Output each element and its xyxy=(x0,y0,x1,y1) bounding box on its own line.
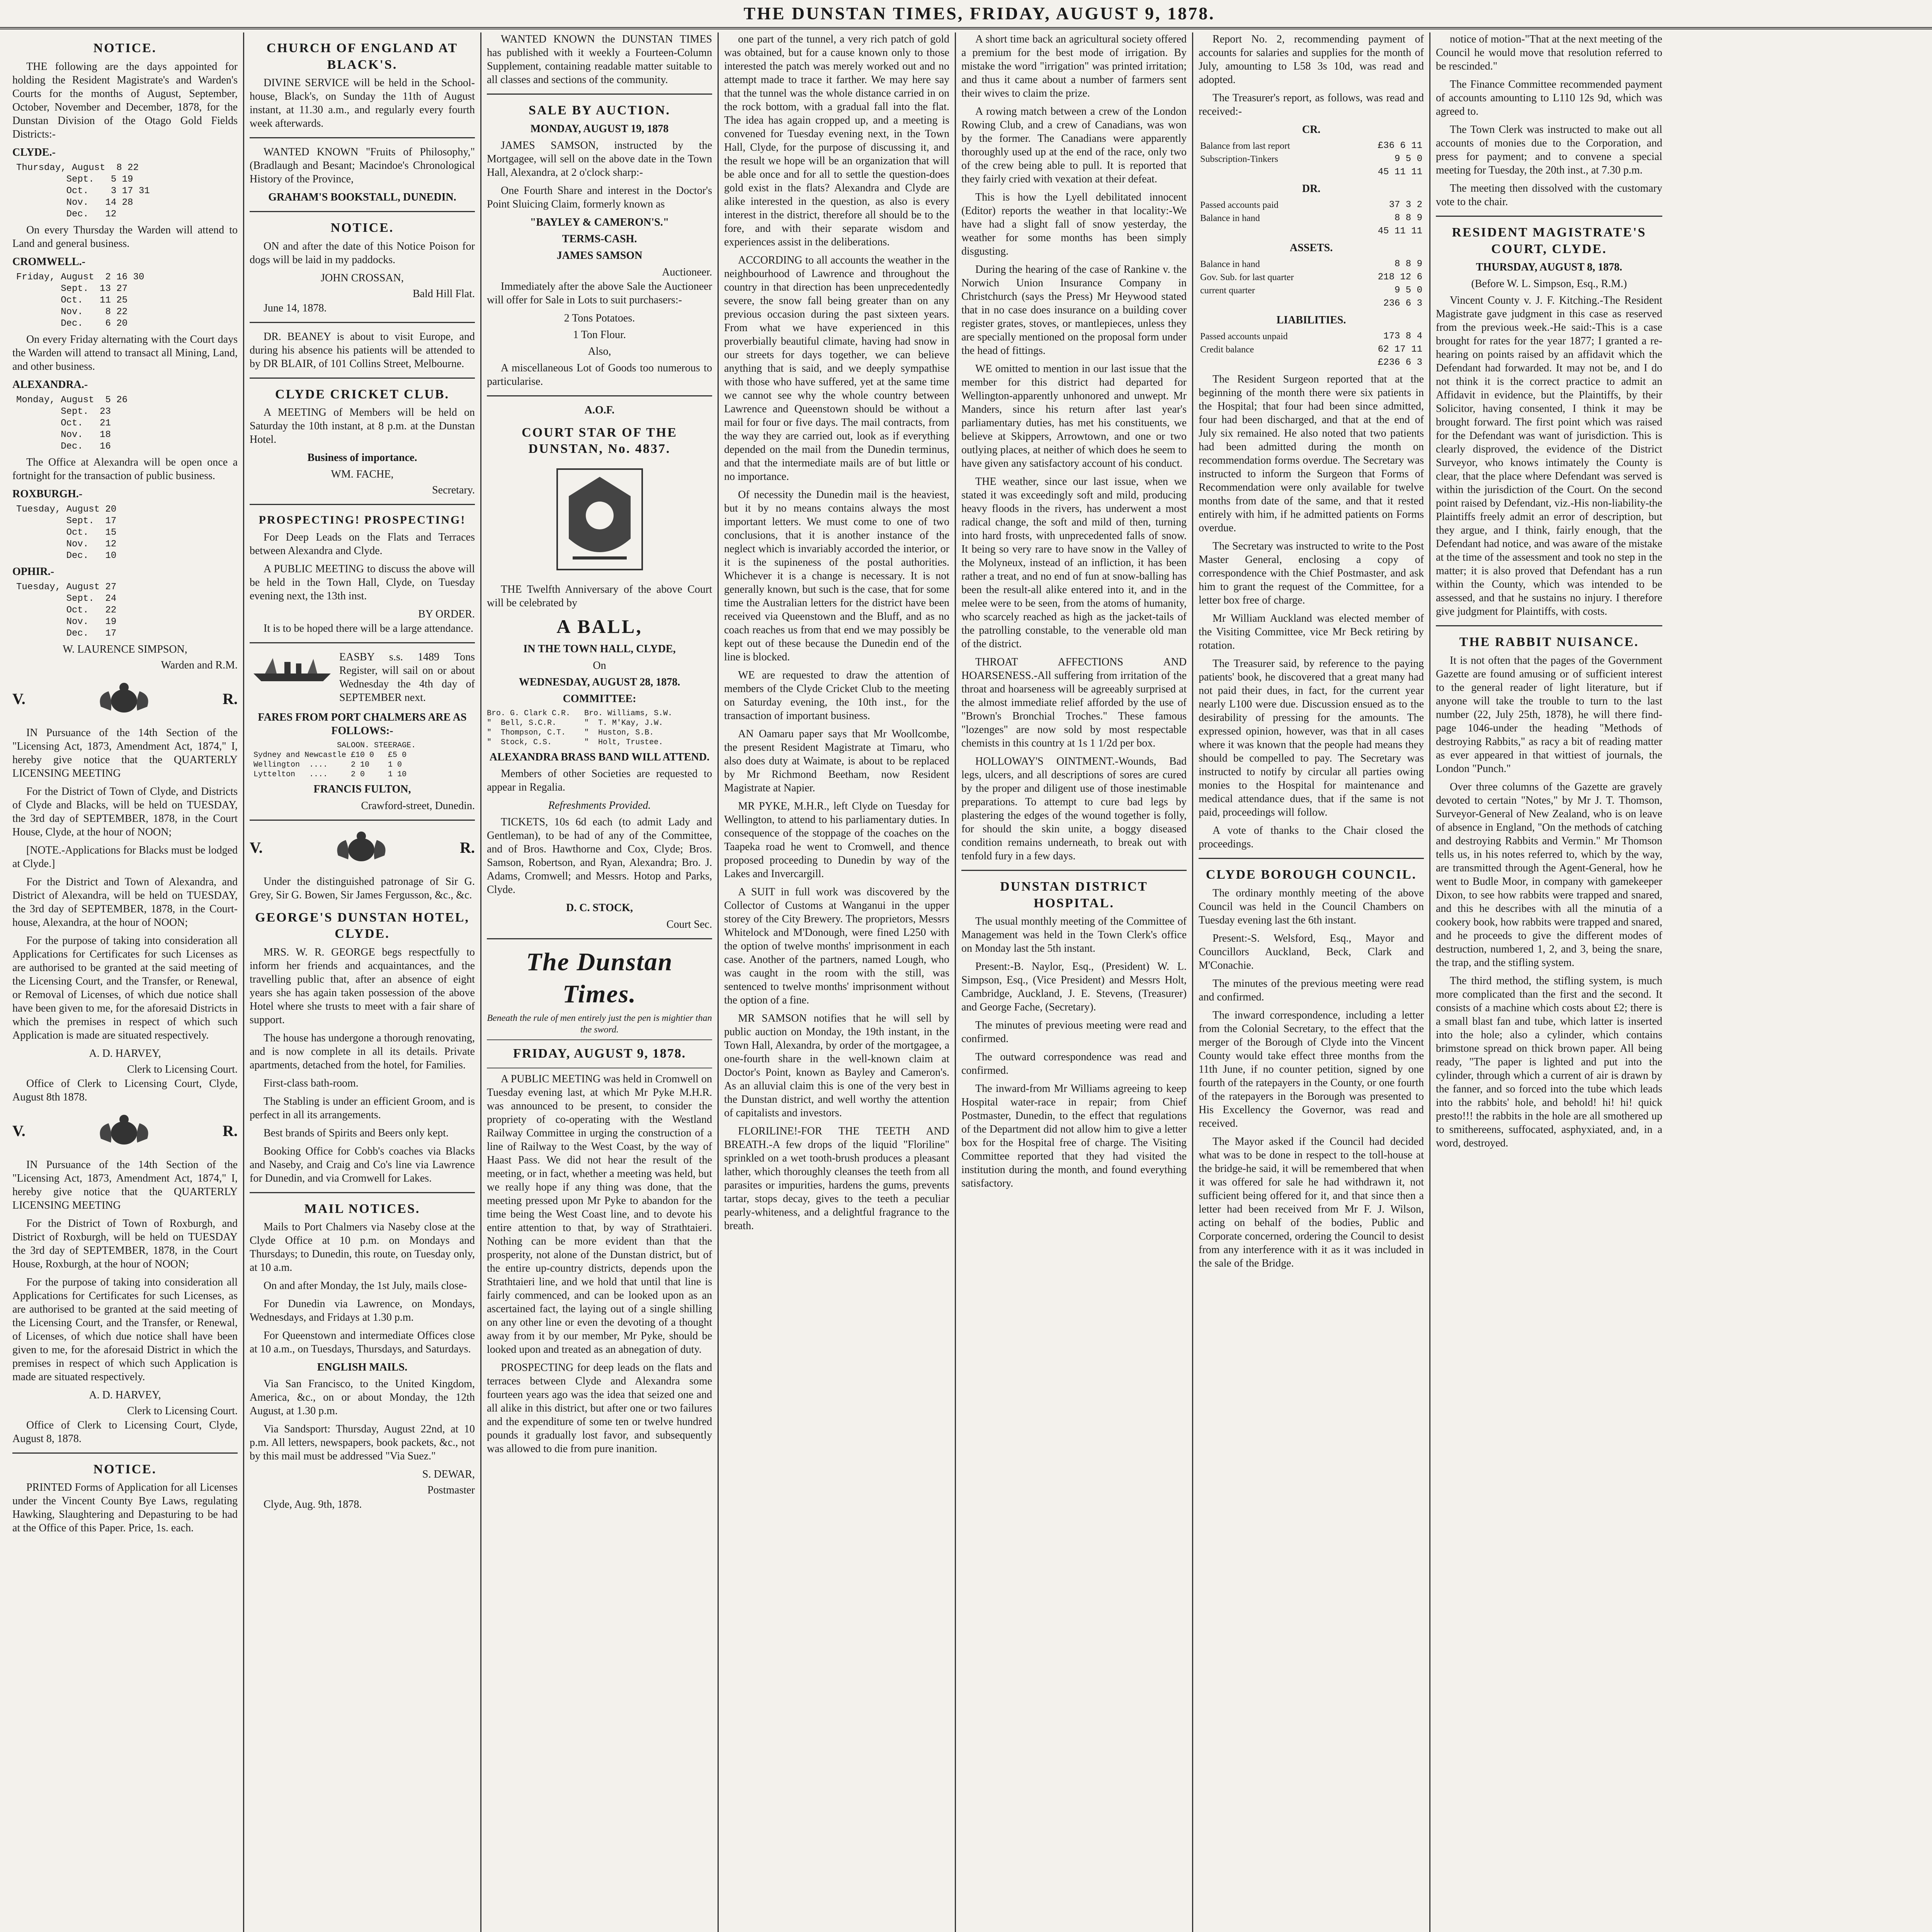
divider xyxy=(12,1452,238,1454)
notice-intro: THE following are the days appointed for holding the Resident Magistrate's and Warden's Courts for the months of August, September, October, November and December, 1878, for the Dunstan Division of the Otago Gold Fields Districts:- xyxy=(12,60,238,140)
cromwell-schedule: Friday, August 2 16 30 Sept. 13 27 Oct. 11 25 Nov. 8 22 Dec. 6 20 xyxy=(16,272,145,329)
debit-table xyxy=(1199,199,1424,238)
sale-also: Also, xyxy=(588,345,611,357)
rm-court-judgment: Vincent County v. J. F. Kitching.-The Resident Magistrate gave judgment in this case as reserved from the previous week.-He said:-This is a case brought for rates for the year 1877; I granted a re-hearing on points raised by an affidavit which the Defendant had forwarded. It may not be, and I do not think it is the correct practice to admit an Affidavit in evidence, but the Plaintiffs, by their Solicitor, having consented, I think it may be brought forward. The first point which was raised for the Defendant was want of jurisdiction. This is clearly disproved, the evidence of the District Surveyor, who knows intimately the County is clear, that the place where Defendant was served is within the jurisdiction of the Court. On the second point raised by Defendant, viz.-His non-liability-the Plaintiffs freely admit an error of description, but they argue, and I think, fairly enough, that the Defendant had notice, and was aware of the mistake at the time of the assessment and took no step in the matter; it is also proved that Defendant has a run within the County, which was intended to be assessed, and that he sustains no injury. I therefore give judgment for Plaintiffs, with costs. xyxy=(1436,294,1662,617)
column-1 xyxy=(7,32,244,1932)
borough-council-heading: CLYDE BOROUGH COUNCIL. xyxy=(1206,867,1417,882)
table-row: 236 6 3 xyxy=(1383,298,1422,309)
dewar-signature: S. DEWAR, xyxy=(422,1468,475,1480)
samson-title: Auctioneer. xyxy=(662,266,712,278)
committee-list: Bro. G. Clark C.R. Bro. Williams, S.W. " Bell, S.C.R. " T. M'Kay, J.W. " Thompson, C.T. " Huston, S.B. " Stock, C.S. " Holt, Trustee. xyxy=(487,709,673,747)
table-row: Balance in hand 8 8 9 xyxy=(1200,259,1422,269)
sale-terms: TERMS-CASH. xyxy=(562,233,637,245)
cricket-meeting: A MEETING of Members will be held on Saturday the 10th instant, at 8 p.m. at the Dunstan Hotel. xyxy=(250,406,475,446)
article-cricket: WE are requested to draw the attention of members of the Clyde Cricket Club to the meeting on Saturday evening, the 10th inst., for the transaction of important business. xyxy=(724,669,949,722)
royal-arms-icon xyxy=(323,828,400,867)
table-row: Balance from last report £36 6 11 xyxy=(1200,141,1422,151)
table-row: Balance in hand 8 8 9 xyxy=(1200,213,1422,223)
wanted-known-books: WANTED KNOWN "Fruits of Philosophy," (Bradlaugh and Besant; Macindoe's Chronological History of the Province, xyxy=(250,146,475,185)
liabilities-heading: LIABILITIES. xyxy=(1276,314,1346,326)
rm-court-heading: RESIDENT MAGISTRATE'S COURT, CLYDE. xyxy=(1452,225,1646,256)
council-present: Present:-S. Welsford, Esq., Mayor and Councillors Auckland, Beck, Clark and M'Conachie. xyxy=(1199,932,1424,971)
hotel-spirits: Best brands of Spirits and Beers only kept. xyxy=(264,1127,449,1139)
vote-of-thanks: A vote of thanks to the Chair closed the proceedings. xyxy=(1199,825,1424,850)
article-holloway: HOLLOWAY'S OINTMENT.-Wounds, Bad legs, ulcers, and all descriptions of sores are cured by the proper and diligent use of those inestimable preparations. To attempt to cure bad legs by plastering the edges of the wound together is folly, for should the skin unite, a boggy diseased condition remains underneath, to break out with tenfold fury in a few days. xyxy=(961,755,1187,862)
divider xyxy=(250,1192,475,1193)
roxburgh-schedule: Tuesday, August 20 Sept. 17 Oct. 15 Nov. 12 Dec. 10 xyxy=(16,504,117,561)
fares-heading: FARES FROM PORT CHALMERS ARE AS FOLLOWS:- xyxy=(258,711,467,737)
sale-potatoes: 2 Tons Potatoes. xyxy=(564,312,635,324)
licensing-roxburgh-detail: For the District of Town of Roxburgh, and District of Roxburgh, will be held on TUESDAY the 3rd day of SEPTEMBER, 1878, in the Court House, Roxburgh, at the hour of NOON; xyxy=(12,1217,238,1270)
article-insurance: During the hearing of the case of Rankine v. the Norwich Union Insurance Company in Christchurch (says the Press) Mr Heywood stated that in no case does insurance on a building cover register grates, stoves, or mantlepieces, unless they are specially mentioned on the proposal form under the head of fittings. xyxy=(961,264,1187,357)
article-rowing: A rowing match between a crew of the London Rowing Club, and a crew of Canadians, was won by the former. The Canadians were apparently thoroughly used up at the end of the race, only two of the crew being able to pull. It is reported that they fairly cried with vexation at their defeat. xyxy=(961,105,1187,185)
samson-signature: JAMES SAMSON xyxy=(556,249,643,262)
refreshments: Refreshments Provided. xyxy=(548,799,651,811)
dunstan-hotel-heading: GEORGE'S DUNSTAN HOTEL, CLYDE. xyxy=(255,910,469,941)
credit-heading: CR. xyxy=(1302,124,1321,136)
sale-claim-name: "BAYLEY & CAMERON'S." xyxy=(530,216,669,228)
ball-intro: THE Twelfth Anniversary of the above Court will be celebrated by xyxy=(487,583,712,609)
table-row: Credit balance 62 17 11 xyxy=(1200,344,1422,355)
hotel-renovation: The house has undergone a thorough renovating, and is now complete in all its details. Private apartments, detached from the hotel, for Families. xyxy=(250,1032,475,1071)
article-weather-mail: ACCORDING to all accounts the weather in the neighbourhood of Lawrence and throughout the country in that direction has been unprecedentedly severe, the snow fall being greater than on any previous occasion during the past sixteen years. From what we have experienced in this proverbially beautiful climate, having had snow in our streets for days together, we can believe anything that is said, and we deeply sympathise with those who have suffered, yet at the same time we cannot see why the whole country between Lawrence and Queenstown should be without a mail for four or five days. The mail contracts, from the way they are carried out, look as if everything depended on the mail from the Dunedin terminus, and that the intermediate mails are of but little or no importance. xyxy=(724,254,949,483)
licensing-roxburgh-purpose: For the purpose of taking into consideration all Applications for Certificates for such Licenses, as are authorised to be granted at the said meeting of the Licensing Court, and the Transfer, or Renewal, of Licenses, of which due notice shall have been given to me, for the aforesaid District in which the premises in respect of which such Application is made are situated respectively. xyxy=(12,1276,238,1383)
regalia-note: Members of other Societies are requested to appear in Regalia. xyxy=(487,768,712,793)
column-2 xyxy=(244,32,481,1932)
hospital-present: Present:-B. Naylor, Esq., (President) W. L. Simpson, Esq., (Vice President) and Messrs Holt, Cambridge, Auckland, J. E. Stevens, (Treasurer) and George Fache, (Secretary). xyxy=(961,961,1187,1013)
english-mails-heading: ENGLISH MAILS. xyxy=(317,1361,408,1373)
hotel-stabling: The Stabling is under an efficient Groom, and is perfect in all its arrangements. xyxy=(250,1095,475,1121)
sale-flour: 1 Ton Flour. xyxy=(573,328,626,341)
foresters-crest xyxy=(487,461,712,577)
licensing-alexandra-detail: For the District and Town of Alexandra, and District of Alexandra, will be held on TUESDAY, the 3rd day of SEPTEMBER, 1878, in the Court-house, Alexandra, at the hour of NOON; xyxy=(12,876,238,929)
fulton-signature: FRANCIS FULTON, xyxy=(313,783,411,795)
editorial-railway: A PUBLIC MEETING was held in Cromwell on Tuesday evening last, at which Mr Pyke M.H.R. was announced to be present, to consider the propriety of co-operating with the Westland Railway Committee in urging the construction of a line of Railway to the West Coast, by the way of Haast Pass. We did not hear the result of the meeting, or in fact, whether a meeting was held, but we really hope if any thing was done, that the meeting pressed upon Mr Pyke to abandon for the time being the West Coast line, and to devote his entire attention to that, by way of Strathtaieri. Nothing can be more evident than that the prosperity, not alone of the Dunstan district, but of the entire up-country districts, depends upon the Strathtaieri line, and we hold that until that line is fairly commenced, and can be looked upon as an ascertained fact, the laying out of a single shilling on any other line or even the devoting of a thought away from it by our member, Mr Pyke, should be looked upon and treated as an abnegation of duty. xyxy=(487,1073,712,1355)
article-throat: THROAT AFFECTIONS AND HOARSENESS.-All suffering from irritation of the throat and hoarseness will be agreeably surprised at the almost immediate relief afforded by the use of "Brown's Bronchial Troches." These famous "lozenges" are now sold by most respectable chemists in this country at 1s 1 1/2d per box. xyxy=(961,656,1187,749)
council-minutes: The minutes of the previous meeting were read and confirmed. xyxy=(1199,977,1424,1003)
divider xyxy=(1436,216,1662,217)
hospital-inward: The inward-from Mr Williams agreeing to keep Hospital water-race in repair; from Chief Postmaster, Dunedin, to the effect that regulations of the Department did not allow him to give a letter box for the Hospital free of charge. The Visiting Committee reported that they had visited the institution during the month, and found everything satisfactory. xyxy=(961,1083,1187,1189)
divider xyxy=(487,395,712,396)
prospecting-by-order: BY ORDER. xyxy=(418,608,475,620)
hospital-heading: DUNSTAN DISTRICT HOSPITAL. xyxy=(1000,879,1148,910)
sale-misc: A miscellaneous Lot of Goods too numerous to particularise. xyxy=(487,362,712,388)
prospecting-heading: PROSPECTING! PROSPECTING! xyxy=(259,514,466,526)
notice-of-motion: notice of motion-"That at the next meeting of the Council he would move that resolution referred to be rescinded." xyxy=(1436,33,1662,72)
finance-committee: The Finance Committee recommended payment of accounts amounting to L110 12s 9d, which was agreed to. xyxy=(1436,78,1662,117)
sale-date: MONDAY, AUGUST 19, 1878 xyxy=(530,122,669,135)
divider xyxy=(1199,858,1424,859)
signature-simpson: W. LAURENCE SIMPSON, xyxy=(63,643,187,655)
mail-notice-3: For Dunedin via Lawrence, on Mondays, Wednesdays, and Fridays at 1.30 p.m. xyxy=(250,1298,475,1323)
prospecting-intro: For Deep Leads on the Flats and Terraces between Alexandra and Clyde. xyxy=(250,531,475,557)
rabbit-gazette: It is not often that the pages of the Government Gazette are found amusing or of sufficient interest to the general reader of light literature, but if anyone will take the trouble to turn to the last number (22, July 25th, 1878), he will there find-page 1046-under the heading "Methods of destroying Rabbits," as racy a bit of reading matter as ever appeared in that wittiest of journals, the London "Punch." xyxy=(1436,654,1662,775)
rm-court-before: (Before W. L. Simpson, Esq., R.M.) xyxy=(1471,278,1627,290)
mail-notice-4: For Queenstown and intermediate Offices close at 10 a.m., on Tuesdays, Thursdays, and Saturdays. xyxy=(250,1330,475,1355)
clyde-schedule: Thursday, August 8 22 Sept. 5 19 Oct. 3 17 31 Nov. 14 28 Dec. 12 xyxy=(16,162,150,219)
clyde-heading: CLYDE.- xyxy=(12,146,56,158)
mail-notices-heading: MAIL NOTICES. xyxy=(304,1201,420,1216)
article-weather: THE weather, since our last issue, when we stated it was exceedingly soft and mild, producing heavy floods in the rivers, has underwent a most radical change, the soft and mild of then, turning into hard frosts, with unprecedented falls of snow. It being so very rare to have snow in the Valley of the Molyneux, instead of an infliction, it has been rather a treat, and no end of fun at snow-balling has been the result-all alike entered into it, and in the melee were to be seen, from the atoms of humanity, who scarcely reached as high as the jacket-tails of the patrolling constable, to the venerable old man of the district. xyxy=(961,476,1187,650)
divider xyxy=(1436,625,1662,626)
treasurer-report: The Treasurer's report, as follows, was read and received:- xyxy=(1199,92,1424,117)
crossan-signature: JOHN CROSSAN, xyxy=(321,272,404,284)
clyde-note: On every Thursday the Warden will attend to Land and general business. xyxy=(12,224,238,250)
fulton-address: Crawford-street, Dunedin. xyxy=(361,799,475,812)
aof-label: A.O.F. xyxy=(584,404,615,416)
poison-notice-date: June 14, 1878. xyxy=(264,302,327,314)
table-row: Passed accounts unpaid 173 8 4 xyxy=(1200,331,1422,342)
hospital-outward: The outward correspondence was read and confirmed. xyxy=(961,1051,1187,1077)
surgeon-report: The Resident Surgeon reported that at the beginning of the month there were six patients in the Hospital; that four had been since admitted, four had been discharged, and that at the end of July six remained. He also noted that two patients had been admitted during the month on recommendation forms overdue. The Secretary was instructed to inform the Surgeon that Forms of Recommendation were only available for twelve months from date of the same, and that it rested entirely with him, if he admitted patients on Forms overdue. xyxy=(1199,373,1424,534)
fache-title: Secretary. xyxy=(432,484,475,496)
divider xyxy=(250,211,475,212)
alexandra-schedule: Monday, August 5 26 Sept. 23 Oct. 21 Nov. 18 Dec. 16 xyxy=(16,395,128,452)
rm-court-date: THURSDAY, AUGUST 8, 1878. xyxy=(1476,261,1622,273)
royal-arms-icon xyxy=(85,1112,163,1150)
court-heading: COURT STAR OF THE DUNSTAN, No. 4837. xyxy=(522,425,677,456)
liabilities-table xyxy=(1199,330,1424,369)
easby-advert xyxy=(250,650,475,704)
assets-table xyxy=(1199,258,1424,310)
fache-signature: WM. FACHE, xyxy=(331,468,394,480)
royal-arms-emblem-2: V. R. xyxy=(12,1112,238,1150)
mail-notice-1: Mails to Port Chalmers via Naseby close at the Clyde Office at 10 p.m. on Mondays and Thursdays; to Dunedin, this route, on Tuesday only, at 10 a.m. xyxy=(250,1221,475,1274)
signature-harvey-title-2: Clerk to Licensing Court. xyxy=(127,1405,238,1417)
paper-title: The Dunstan Times. xyxy=(526,948,673,1008)
sale-share: One Fourth Share and interest in the Doctor's Point Sluicing Claim, formerly known as xyxy=(487,184,712,210)
hotel-announcement: MRS. W. R. GEORGE begs respectfully to inform her friends and acquaintances, and the travelling public that, after an absence of eight years she has again taken possession of the above Hotel where she trusts to meet with a fair share of support. xyxy=(250,946,475,1026)
council-toll-house: The Mayor asked if the Council had decided what was to be done in respect to the toll-house at the bridge-he said, it will be remembered that when it was offered for sale he had withdrawn it, not sufficient being offered for it, and that since then a letter had been received from Mr F. J. Wilson, acting on behalf of the bodies, Public and Corporate concerned, ordering the Council to desist from any interference with it as it was included in the sale of the Bridge. xyxy=(1199,1135,1424,1269)
stock-signature: D. C. STOCK, xyxy=(566,902,633,914)
prospecting-hope: It is to be hoped there will be a large attendance. xyxy=(264,622,473,634)
table-row: Gov. Sub. for last quarter 218 12 6 xyxy=(1200,272,1422,282)
poison-notice: ON and after the date of this Notice Poison for dogs will be laid in my paddocks. xyxy=(250,240,475,266)
article-still: A SUIT in full work was discovered by the Collector of Customs at Wanganui in the upper storey of the City Brewery. The proprietors, Messrs Whitelock and M'Donough, were fined L250 with the option of twelve months' imprisonment in each case. Another of the partners, named Lough, who was caught in the room with the still, was sentenced to twelve months' imprisonment without the option of a fine. xyxy=(724,886,949,1006)
article-floriline: FLORILINE!-FOR THE TEETH AND BREATH.-A few drops of the liquid "Floriline" sprinkled on a wet tooth-brush produces a pleasant lather, which thoroughly cleanses the teeth from all parasites or impurities, hardens the gums, prevents tartar, stops decay, gives to the teeth a peculiar pearly-whiteness, and a delightful fragrance to the breath. xyxy=(724,1125,949,1232)
foresters-crest-icon xyxy=(549,461,650,577)
stock-title: Court Sec. xyxy=(666,918,712,930)
hotel-bathroom: First-class bath-room. xyxy=(264,1077,359,1089)
article-tunnel: one part of the tunnel, a very rich patch of gold was obtained, but for a cause known only to those interested the patch was merely worked out and no attempt made to trace it farther. We may here say that the tunnel was the whole distance carried in on the rock bottom, with a gradual fall into the flat. The idea has again cropped up, and a meeting is convened for Tuesday evening next, in the Town Hall, Clyde, for the purpose of discussing it, and the result we hope will be an organization that will be able once and for all to settle the question-does gold exist in the flats? Alexandra and Clyde are alike interested in the question, as also is every interest in the district, therefore all should be to the fore, and with their separate wisdom and experiences assist in the deliberations. xyxy=(724,33,949,248)
table-row: Passed accounts paid 37 3 2 xyxy=(1200,200,1422,210)
table-row: Subscription-Tinkers 9 5 0 xyxy=(1200,154,1422,164)
church-heading: CHURCH OF ENGLAND AT BLACK'S. xyxy=(266,41,458,72)
council-meeting: The ordinary monthly meeting of the above Council was held in the Council Chambers on Tuesday evening last the 6th instant. xyxy=(1199,887,1424,926)
divider xyxy=(961,870,1187,871)
article-pyke: MR PYKE, M.H.R., left Clyde on Tuesday for Wellington, to attend to his parliamentary duties. In consequence of the stoppage of the coaches on the Taapeka road he went to Cromwell, and thence proposed proceeding to Dunedin by way of the Lakes and Invercargill. xyxy=(724,800,949,880)
signature-harvey-2: A. D. HARVEY, xyxy=(89,1389,161,1401)
ophir-heading: OPHIR.- xyxy=(12,565,54,578)
rabbit-nuisance-heading: THE RABBIT NUISANCE. xyxy=(1459,635,1639,649)
licensing-office-date-2: Office of Clerk to Licensing Court, Clyde, August 8, 1878. xyxy=(12,1419,238,1445)
masthead-title: THE DUNSTAN TIMES, FRIDAY, AUGUST 9, 1878. xyxy=(743,3,1215,23)
licensing-notice-roxburgh: IN Pursuance of the 14th Section of the "Licensing Act, 1873, Amendment Act, 1874," I, hereby give notice that the QUARTERLY LICENSING MEETING xyxy=(12,1158,238,1211)
masthead xyxy=(0,0,1932,29)
editorial-date: FRIDAY, AUGUST 9, 1878. xyxy=(513,1046,686,1061)
crossan-location: Bald Hill Flat. xyxy=(413,287,475,300)
divider xyxy=(487,94,712,95)
ophir-schedule: Tuesday, August 27 Sept. 24 Oct. 22 Nov. 19 Dec. 17 xyxy=(16,582,117,639)
table-row: current quarter 9 5 0 xyxy=(1200,285,1422,296)
signature-harvey-title: Clerk to Licensing Court. xyxy=(127,1063,238,1075)
tickets-info: TICKETS, 10s 6d each (to admit Lady and Gentleman), to be had of any of the Committee, and of Bros. Hawthorne and Cox, Clyde; Bros. Samson, Robertson, and Ryan, Alexandra; Bro. J. Adams, Cromwell; and Messrs. Hotop and Parks, Clyde. xyxy=(487,816,712,896)
printed-forms-notice: PRINTED Forms of Application for all Licenses under the Vincent County Bye Laws, regulating Hawking, Slaughtering and Depasturing to be had at the Office of this Paper. Price, 1s. each. xyxy=(12,1481,238,1534)
divider xyxy=(250,137,475,138)
signature-simpson-title: Warden and R.M. xyxy=(161,659,238,671)
cricket-business: Business of importance. xyxy=(307,452,417,464)
table-row: £236 6 3 xyxy=(1378,357,1422,368)
paper-motto: Beneath the rule of men entirely just the pen is mightier than the sword. xyxy=(487,1013,712,1035)
brass-band: ALEXANDRA BRASS BAND WILL ATTEND. xyxy=(489,751,710,763)
royal-arms-emblem: V. R. xyxy=(12,680,238,718)
royal-arms-emblem-3: V. R. xyxy=(250,828,475,867)
divider xyxy=(250,820,475,821)
committee-heading: COMMITTEE: xyxy=(563,693,636,705)
post-master-letter: The Secretary was instructed to write to the Post Master General, enclosing a copy of correspondence with the Chief Postmaster, and ask him to grant the request of the Committee, for a letter box free of charge. xyxy=(1199,540,1424,606)
ball-title: A BALL, xyxy=(556,615,643,637)
signature-harvey: A. D. HARVEY, xyxy=(89,1047,161,1060)
licensing-purpose: For the purpose of taking into consideration all Applications for Certificates for such Licenses as are authorised to be granted at the said meeting of the Licensing Court, and the Transfer, or Renewal, or Removal of Licenses, of which due notice shall have been given to me, for the aforesaid Districts in which the premises in respect of which such Application is made are situated respectively. xyxy=(12,934,238,1041)
editorial-prospecting: PROSPECTING for deep leads on the flats and terraces between Clyde and Alexandra some fourteen years ago was the idea that seized one and all alike in this district, but after one or two failures and the expenditure of some ten or twelve hundred pounds it gradually lost favor, and subsequently was allowed to die from pure inanition. xyxy=(487,1361,712,1455)
town-clerk-instructions: The Town Clerk was instructed to make out all accounts of monies due to the Corporation, and press for payment; and to convene a special meeting for Tuesday, the 20th inst., at 7.30 p.m. xyxy=(1436,124,1662,176)
debit-heading: DR. xyxy=(1302,183,1321,195)
mail-notice-2: On and after Monday, the 1st July, mails close- xyxy=(264,1280,467,1292)
hotel-booking: Booking Office for Cobb's coaches via Blacks and Naseby, and Craig and Co's line via Lawrence for Dunedin, and via Cromwell for Lakes. xyxy=(250,1145,475,1184)
licensing-clyde-note: [NOTE.-Applications for Blacks must be lodged at Clyde.] xyxy=(12,844,238,870)
table-row: 45 11 11 xyxy=(1378,167,1422,177)
steamship-icon xyxy=(250,650,335,685)
divider xyxy=(250,642,475,643)
graham-bookstall: GRAHAM'S BOOKSTALL, DUNEDIN. xyxy=(268,191,456,203)
treasurer-dues: The Treasurer said, by reference to the paying patients' book, he discovered that a great many had not paid their dues, in fact, for the current year nearly L100 were due. Discussion ensued as to the desirability of pressing for the amounts. The expressed opinion, however, was that in all cases where it was known that the people had means they should be compelled to pay. The Secretary was instructed to notify by circular all parties owing monies to the Hospital for maintenance and medical attendance dues, that if the same is not paid, proceedings will follow. xyxy=(1199,658,1424,818)
article-lyell: This is how the Lyell debilitated innocent (Editor) reports the weather in that locality:-We have had a slight fall of snow yesterday, the weather for some months has been simply disgusting. xyxy=(961,191,1187,257)
ball-on: On xyxy=(593,660,606,672)
church-notice: DIVINE SERVICE will be held in the School-house, Black's, on Sunday the 11th of August instant, at 11.30 a.m., and regularly every fourth week afterwards. xyxy=(250,77,475,129)
sale-intro: JAMES SAMSON, instructed by the Mortgagee, will sell on the above date in the Town Hall, Alexandra, at 2 o'clock sharp:- xyxy=(487,139,712,179)
hospital-minutes: The minutes of previous meeting were read and confirmed. xyxy=(961,1019,1187,1045)
credit-table xyxy=(1199,139,1424,179)
rabbit-thomson: Over three columns of the Gazette are gravely devoted to certain "Notes," by Mr J. T. Thomson, Surveyor-General of New Zealand, who is on leave of absence in England, "On the methods of catching and destroying Rabbits and Vermin." Mr Thomson tells us, in his notes referred to, which by the way, are transmitted through the Agent-General, how he went to Budle Moor, in company with gamekeeper Dixon, to see how rabbits were trapped and snared, and this he describes with all the minutia of a cookery book, how rabbits were trapped and snared, and he proceeds to give the different modes of destruction, numbered 1, 2, and 3, being the snare, the trap, and the stifling system. xyxy=(1436,781,1662,969)
divider xyxy=(250,378,475,379)
article-irrigation: A short time back an agricultural society offered a premium for the best mode of irrigation. By mistake the word "irrigation" was printed irritation; and thus it came about a number of farmers sent their wives to claim the prize. xyxy=(961,33,1187,99)
prospecting-meeting: A PUBLIC MEETING to discuss the above will be held in the Town Hall, Clyde, on Tuesday evening next, the 13th inst. xyxy=(250,563,475,602)
article-samson-sale: MR SAMSON notifies that he will sell by public auction on Monday, the 19th instant, in the Town Hall, Alexandra, by order of the mortgagee, a one-fourth share in the well-known claim at Doctor's Point, known as Bayley and Cameron's. As an alluvial claim this is one of the very best in the Dunstan district, and well worthy the attention of capitalists and investors. xyxy=(724,1012,949,1119)
licensing-clyde-detail: For the District of Town of Clyde, and Districts of Clyde and Blacks, will be held on TUESDAY, the 3rd day of SEPTEMBER, 1878, in the Court House, Clyde, at the hour of NOON; xyxy=(12,785,238,838)
sale-heading: SALE BY AUCTION. xyxy=(529,103,670,117)
easby-text: EASBY s.s. 1489 Tons Register, will sail on or about Wednesday the 4th day of SEPTEMBER next. xyxy=(339,651,475,704)
printed-forms-heading: NOTICE. xyxy=(93,1462,157,1476)
fares-table: SALOON. STEERAGE. Sydney and Newcastle £10 0 £5 0 Wellington .... 2 10 1 0 Lyttelton .... 2 0 1 10 xyxy=(253,741,416,779)
newspaper-columns xyxy=(7,32,1932,1932)
table-row: 45 11 11 xyxy=(1378,226,1422,236)
dewar-title: Postmaster xyxy=(427,1484,475,1496)
alexandra-heading: ALEXANDRA.- xyxy=(12,378,88,391)
dr-beaney-notice: DR. BEANEY is about to visit Europe, and during his absence his patients will be attended to by DR BLAIR, of 101 Collins Street, Melbourne. xyxy=(250,330,475,370)
meeting-dissolved: The meeting then dissolved with the customary vote to the chair. xyxy=(1436,182,1662,208)
cromwell-heading: CROMWELL.- xyxy=(12,255,85,268)
auckland-elected: Mr William Auckland was elected member of the Visiting Committee, vice Mr Beck retiring by rotation. xyxy=(1199,612,1424,651)
english-mail-2: Via Sandsport: Thursday, August 22nd, at 10 p.m. All letters, newspapers, book packets, &c., not by this mail must be addressed "Via Suez." xyxy=(250,1423,475,1462)
licensing-office-date: Office of Clerk to Licensing Court, Clyde, August 8th 1878. xyxy=(12,1077,238,1103)
divider xyxy=(487,938,712,939)
royal-arms-icon xyxy=(85,680,163,718)
column-3 xyxy=(481,32,719,1932)
divider xyxy=(250,504,475,505)
article-oamaru: AN Oamaru paper says that Mr Woollcombe, the present Resident Magistrate at Timaru, who also does duty at Waimate, is about to be replaced by Mr Richmond Beetham, now Resident Magistrate at Napier. xyxy=(724,728,949,794)
roxburgh-heading: ROXBURGH.- xyxy=(12,488,83,500)
licensing-notice-clyde: IN Pursuance of the 14th Section of the "Licensing Act, 1873, Amendment Act, 1874," I, hereby give notice that the QUARTERLY LICENSING MEETING xyxy=(12,726,238,779)
hospital-meeting: The usual monthly meeting of the Committee of Management was held in the Town Clerk's office on Monday last the 5th instant. xyxy=(961,915,1187,954)
notice-heading: NOTICE. xyxy=(93,41,157,55)
mail-date: Clyde, Aug. 9th, 1878. xyxy=(264,1498,362,1510)
wanted-known-supplement: WANTED KNOWN the DUNSTAN TIMES has published with it weekly a Fourteen-Column Supplement, containing readable matter suitable to all classes and sections of the community. xyxy=(487,33,712,86)
council-correspondence: The inward correspondence, including a letter from the Colonial Secretary, to the effect that the merger of the Borough of Clyde into the Vincent County would take effect three months from the 11th June, if no counter petition, signed by one fourth of the ratepayers in the County, or one fourth of the ratepayers in the Borough was presented to His Excellency the Governor, was read and received. xyxy=(1199,1009,1424,1129)
column-5 xyxy=(956,32,1193,1932)
assets-heading: ASSETS. xyxy=(1289,242,1333,254)
alexandra-note: The Office at Alexandra will be open once a fortnight for the transaction of public business. xyxy=(12,456,238,482)
sale-followup: Immediately after the above Sale the Auctioneer will offer for Sale in Lots to suit purchasers:- xyxy=(487,280,712,306)
column-7 xyxy=(1430,32,1668,1932)
report-no-2: Report No. 2, recommending payment of accounts for salaries and supplies for the month of July, amounting to L58 3s 10d, was read and adopted. xyxy=(1199,33,1424,86)
divider xyxy=(487,1039,712,1040)
english-mail-1: Via San Francisco, to the United Kingdom, America, &c., on or about Monday, the 12th August, at 1.30 p.m. xyxy=(250,1378,475,1417)
divider xyxy=(250,322,475,323)
column-4 xyxy=(719,32,956,1932)
poison-notice-heading: NOTICE. xyxy=(330,221,394,235)
cricket-club-heading: CLYDE CRICKET CLUB. xyxy=(275,387,449,401)
article-dunedin-mail: Of necessity the Dunedin mail is the heaviest, but it by no means contains always the most important letters. We must come to one of two conclusions, that it is another instance of the neglect which is invariably accorded the interior, or it is the supineness of the postal authorities. Whichever it is a change is necessary. It is not generally known, but such is the case, that for some time the Australian letters for the district have been received via Queenstown and the Bluff, and as no coach reaches us from that end we may possibly be kept out of these because the Dunedin end of the line is blocked. xyxy=(724,489,949,663)
article-member: WE omitted to mention in our last issue that the member for this district had departed for Wellington-apparently unhonored and unwept. Mr Manders, since his return after last year's parliamentary duties, has met his constituents, we believe at Skippers, Arrowtown, and one or two outlying places, at neither of which does he seem to have given any satisfactory account of his conduct. xyxy=(961,363,1187,469)
ball-date: WEDNESDAY, AUGUST 28, 1878. xyxy=(519,676,680,688)
ball-venue: IN THE TOWN HALL, CLYDE, xyxy=(523,643,676,655)
column-6 xyxy=(1193,32,1430,1932)
patronage-text: Under the distinguished patronage of Sir G. Grey, Sir G. Bowen, Sir James Fergusson, &c., &c. xyxy=(250,875,475,901)
rabbit-stifling: The third method, the stifling system, is much more complicated than the first and the second. It consists of a machine which costs about £2; there is a small blast fan and tube, which latter is inserted into the hole; also a cylinder, which contains brimstone spread on thick brown paper. All being ready, "The paper is lighted and put into the cylinder, through which a current of air is drawn by the fanner, and so forced into the tube which leads into the rabbits' hole, and behold! hi! hi! quick presto!!! the rabbits in the hole are all smothered up to smithereens, suffocated, asphyxiated, and, in a word, destroyed. xyxy=(1436,975,1662,1149)
cromwell-note: On every Friday alternating with the Court days the Warden will attend to transact all Mining, Land, and other business. xyxy=(12,333,238,372)
